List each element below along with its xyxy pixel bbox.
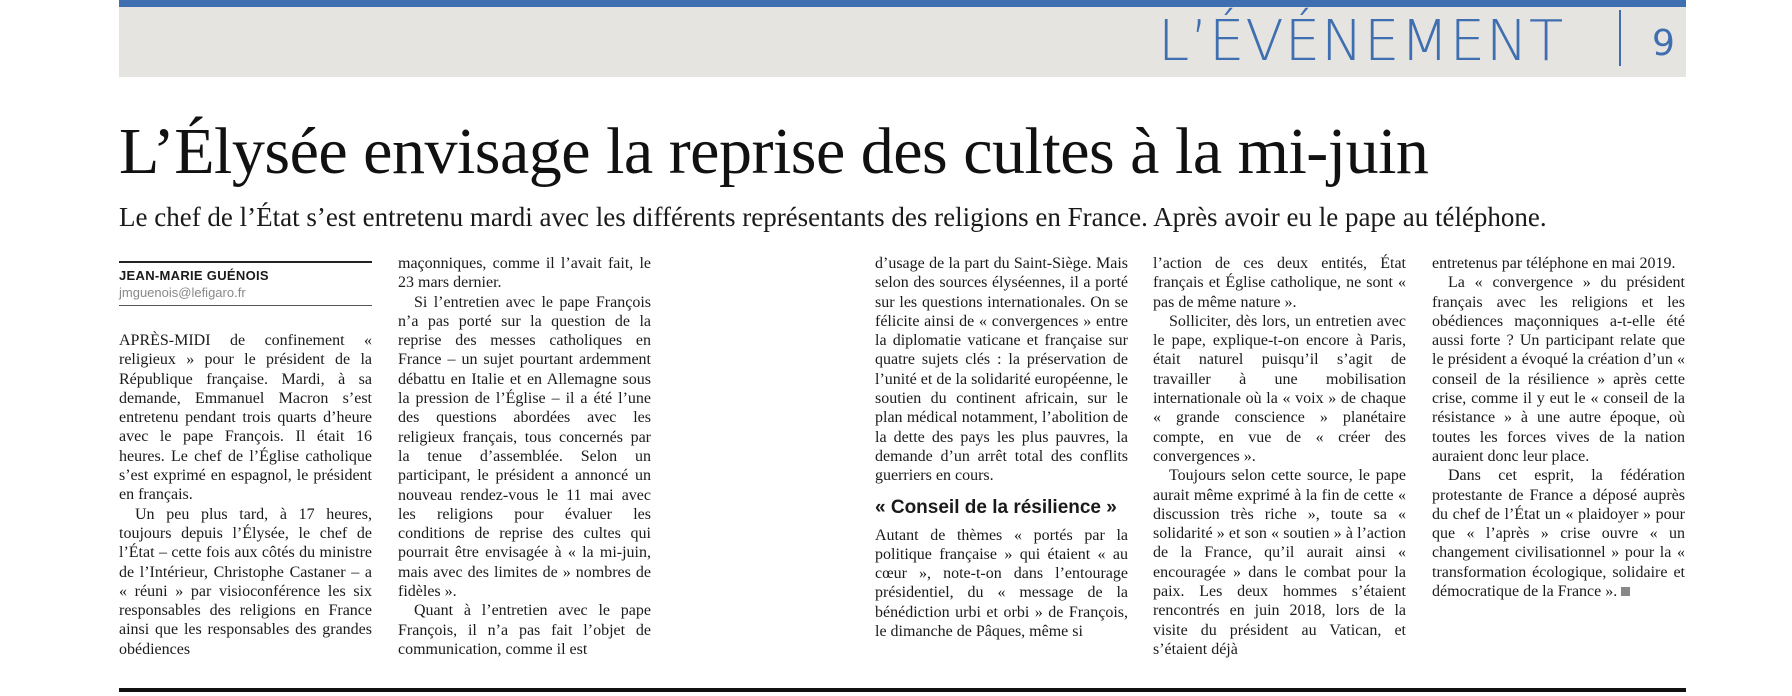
byline-rule-bottom [119,305,372,306]
paragraph: d’usage de la part du Saint-Siège. Mais selon des sources élyséennes, il a porté sur les questions internationales. On se félicite ainsi de « convergences » entre la diplomatie vaticane et française sur quatre sujets clés : la préservation de l’unité et de la solidarité européenne, le soutien du continent africain, sur le plan médical notamment, l’abolition de la dette des pays les plus pauvres, la demande d’un arrêt total des conflits guerriers en cours. [875,255,1128,485]
article-column-4 [1153,254,1406,659]
article-column-2 [398,254,651,659]
article-column-3 [875,254,1128,641]
paragraph: La « convergence » du président français avec les religions et les obédiences maçonniques a-t-elle été aussi forte ? Un participant relate que le président a évoqué la création d’un « conseil de la résilience » après cette crise, comme il y eut le « conseil de la résistance » à une autre époque, où toutes les forces vives de la nation auraient donc leur place. [1432,274,1685,465]
byline-email: jmguenois@lefigaro.fr [119,285,246,300]
bottom-rule [119,688,1686,692]
paragraph: Toujours selon cette source, le pape aurait même exprimé à la fin de cette « discussion très riche », toute sa « solidarité » et son « soutien » à l’action de la France, qu’il aurait ainsi « encouragée » dans le combat pour la paix. Les deux hommes s’étaient rencontrés en juin 2018, lors de la visite du président au Vatican, et s’étaient déjà [1153,467,1406,658]
paragraph: Autant de thèmes « portés par la politique française » qui étaient « au cœur », note-t-on dans l’entourage présidentiel, du « message de la bénédiction urbi et orbi » de François, le dimanche de Pâques, même si [875,526,1128,641]
paragraph-text: Dans cet esprit, la fédération protestante de France a déposé auprès du chef de l’État un « plaidoyer » pour que « l’après » crise ouvre « un changement civilisationnel » pour la « transformation écologique, solidaire et démocratique de la France ». [1432,467,1685,601]
article-standfirst: Le chef de l’État s’est entretenu mardi avec les différents représentants des religions en France. Après avoir eu le pape au téléphone. [119,202,1547,232]
paragraph: APRÈS-MIDI de confinement « religieux » pour le président de la République française. Mardi, à sa demande, Emmanuel Macron s’est entretenu pendant trois quarts d’heure avec le pape François. Il était 16 heures. Le chef de l’Église catholique s’est exprimé en espagnol, le président en français. [119,332,372,504]
article-headline: L’Élysée envisage la reprise des cultes à la mi-juin [119,115,1429,188]
paragraph: Solliciter, dès lors, un entretien avec le pape, explique-t-on encore à Paris, était naturel puisqu’il s’agit de travailler à une mobilisation internationale où la « voix » de chaque « grande conscience » planétaire compte, en vue de « créer des convergences ». [1153,312,1406,465]
byline-author: JEAN-MARIE GUÉNOIS [119,268,269,283]
paragraph: Si l’entretien avec le pape François n’a pas porté sur la question de la reprise des messes catholiques en France – un sujet pourtant ardemment débattu en Italie et en Allemagne sous la pression de l’Église – il a été l’une des questions abordées avec les religieux français, tous concernés par la tenue d’assemblée. Selon un participant, le président a annoncé un nouveau rendez-vous le 11 mai avec les religions pour évaluer les conditions de reprise des cultes qui pourrait être envisagée à « la mi-juin, mais avec des limites de » nombres de fidèles ». [398,293,651,601]
paragraph: l’action de ces deux entités, État français et Église catholique, ne sont « pas de même nature ». [1153,255,1406,311]
page-number: 9 [1652,23,1675,64]
paragraph-final [1432,466,1685,601]
article-subheading: « Conseil de la résilience » [875,496,1117,518]
paragraph: Un peu plus tard, à 17 heures, toujours depuis l’Élysée, le chef de l’État – cette fois aux côtés du ministre de l’Intérieur, Christophe Castaner – a « réuni » par visioconférence les six responsables des religions en France ainsi que les responsables des grandes obédiences [119,505,372,658]
paragraph: entretenus par téléphone en mai 2019. [1432,255,1676,272]
header-divider [1619,10,1621,66]
byline-rule-top [119,261,372,263]
paragraph: maçonniques, comme il l’avait fait, le 23 mars dernier. [398,255,651,292]
end-of-article-mark [1621,587,1630,596]
paragraph: Quant à l’entretien avec le pape François, il n’a pas fait l’objet de communication, comme il est [398,602,651,658]
top-accent-bar [119,0,1686,7]
article-column-5 [1432,254,1685,601]
article-column-1 [119,331,372,659]
section-name: L’ÉVÉNEMENT [1158,9,1565,74]
